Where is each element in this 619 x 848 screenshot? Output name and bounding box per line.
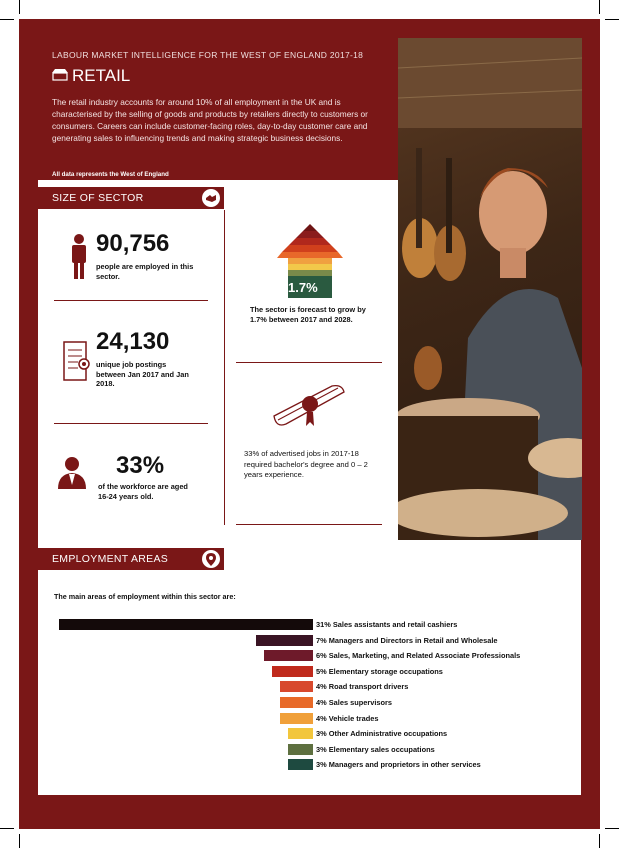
crop-mark	[599, 834, 600, 848]
size-section-label: SIZE OF SECTOR	[52, 192, 144, 204]
divider	[54, 423, 208, 424]
employment-intro: The main areas of employment within this sector are:	[54, 592, 236, 601]
employed-text: people are employed in this sector.	[96, 262, 194, 281]
divider	[236, 362, 382, 363]
crop-mark	[0, 828, 14, 829]
size-section-header	[38, 187, 224, 209]
divider	[54, 300, 208, 301]
crop-mark	[605, 19, 619, 20]
chart-bar	[264, 650, 313, 661]
chart-bar	[280, 697, 313, 708]
employment-section-header	[38, 548, 224, 570]
document-icon	[62, 340, 92, 384]
person-icon	[70, 234, 88, 280]
retail-worker-photo	[398, 38, 582, 540]
chart-bar-label: 3% Elementary sales occupations	[316, 744, 435, 754]
crop-mark	[19, 834, 20, 848]
chart-bar	[280, 713, 313, 724]
crop-mark	[0, 19, 14, 20]
chart-bar-label: 31% Sales assistants and retail cashiers	[316, 620, 458, 629]
location-pin-icon	[202, 550, 220, 568]
chart-bar-label: 4% Sales supervisors	[316, 698, 393, 707]
chart-bar	[256, 635, 313, 646]
young-value: 33%	[116, 452, 165, 479]
page-title: RETAIL	[72, 66, 131, 85]
chart-bar	[288, 728, 313, 739]
chart-bar-label: 6% Sales, Marketing, and Related Associate Professionals	[316, 651, 521, 661]
degree-text: 33% of advertised jobs in 2017-18 required bachelor's degree and 0 – 2 years experience.	[244, 449, 368, 479]
chart-bar	[280, 681, 313, 692]
crop-mark	[599, 0, 600, 14]
diploma-icon	[266, 380, 350, 436]
chart-bar-label: 4% Road transport drivers	[316, 682, 409, 692]
employment-section-label: EMPLOYMENT AREAS	[52, 553, 169, 565]
shop-icon	[52, 68, 68, 81]
chart-bar	[272, 666, 313, 677]
chart-bar-label: 5% Elementary storage occupations	[316, 666, 443, 676]
chart-bar-label: 7% Managers and Directors in Retail and Wholesale	[316, 635, 498, 645]
chart-bar	[288, 744, 313, 755]
growth-value: 1.7%	[288, 280, 318, 295]
chart-bar-label: 3% Managers and proprietors in other services	[316, 760, 481, 770]
size-panel	[38, 180, 398, 540]
divider	[224, 210, 225, 525]
chart-bar	[59, 619, 313, 630]
chart-bar-label: 4% Vehicle trades	[316, 713, 379, 723]
worker-icon	[54, 455, 90, 491]
header	[52, 50, 387, 85]
postings-text: unique job postings between Jan 2017 and Jan 2018.	[96, 360, 189, 388]
intro-paragraph: The retail industry accounts for around 10% of all employment in the UK and is characterised by the selling of goods and products by retailers directly to customers or consumers. Careers can include customer-facing roles, day-to-day customer care and generating sales to influencing trends and making strategic business decisions.	[52, 97, 368, 143]
young-text: of the workforce are aged 16-24 years old.	[98, 482, 188, 501]
data-note: All data represents the West of England	[52, 171, 169, 178]
crop-mark	[605, 828, 619, 829]
handshake-icon	[202, 189, 220, 207]
divider	[236, 524, 382, 525]
crop-mark	[19, 0, 20, 14]
chart-bar-label: 3% Other Administrative occupations	[316, 729, 448, 739]
postings-value: 24,130	[96, 328, 170, 355]
report-subtitle: LABOUR MARKET INTELLIGENCE FOR THE WEST OF ENGLAND 2017-18	[52, 50, 364, 60]
employed-value: 90,756	[96, 230, 170, 257]
growth-text: The sector is forecast to grow by 1.7% between 2017 and 2028.	[250, 305, 366, 324]
chart-bar	[288, 759, 313, 770]
